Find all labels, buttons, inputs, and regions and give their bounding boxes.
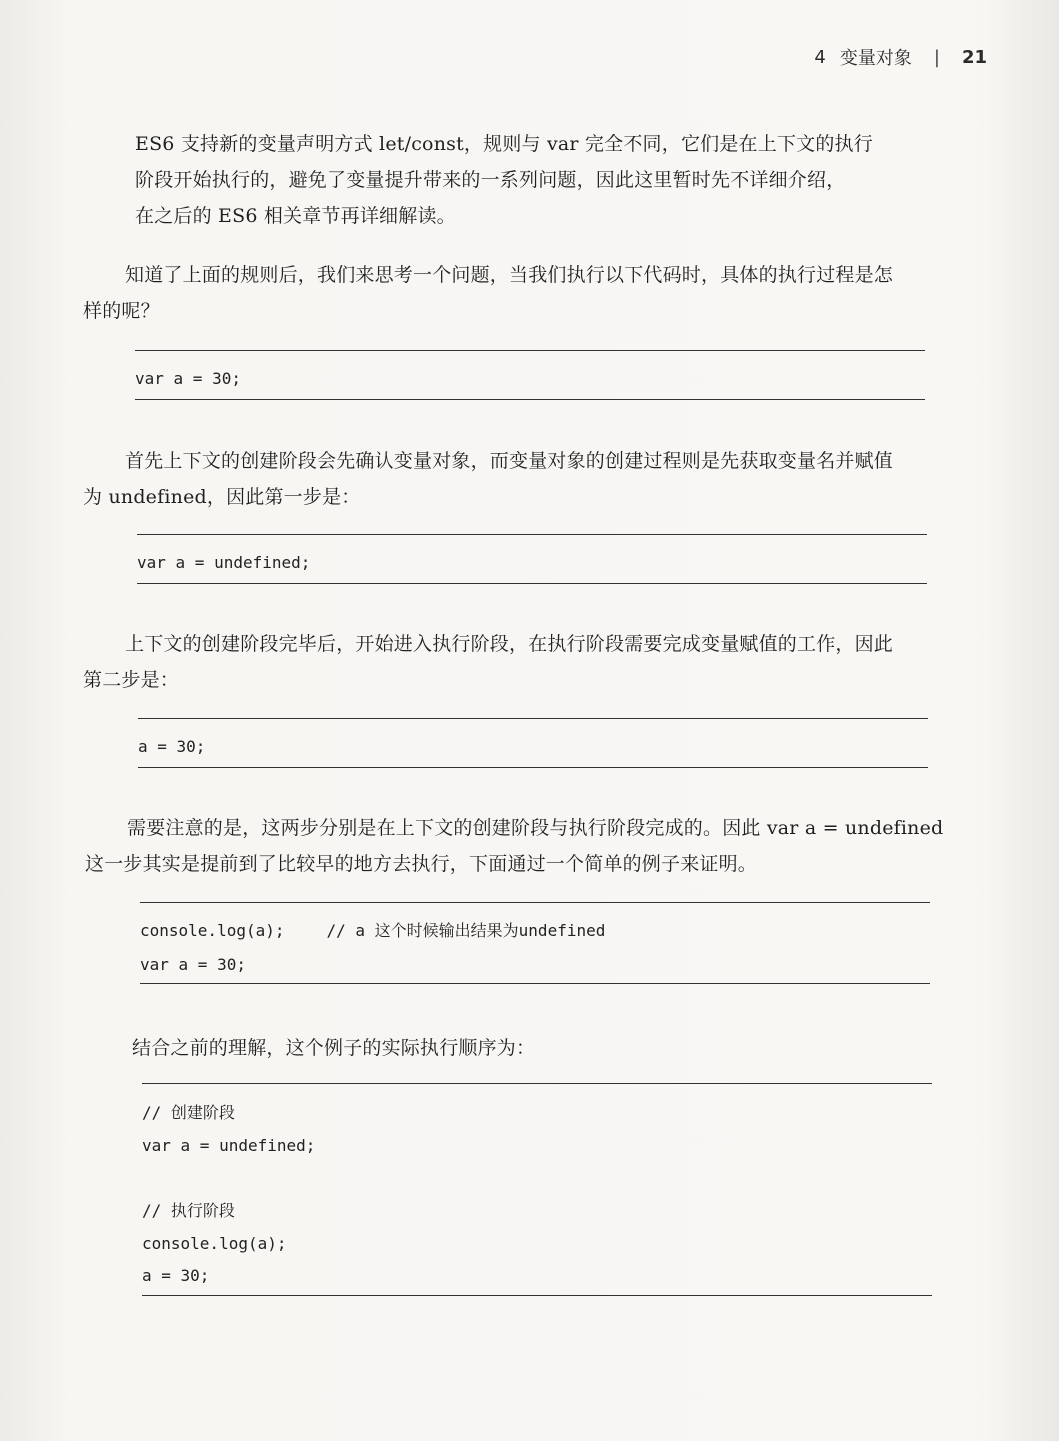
paragraph-line: 为 undefined，因此第一步是： xyxy=(83,486,361,508)
code-line: var a = undefined; xyxy=(137,553,311,572)
code-block-a-30 xyxy=(138,718,928,768)
paragraph-line: 第二步是： xyxy=(83,669,180,691)
header-separator: | xyxy=(933,46,940,68)
paragraph-line: 样的呢？ xyxy=(83,300,160,322)
code-line: var a = 30; xyxy=(135,369,241,388)
code-line: a = 30; xyxy=(142,1266,210,1285)
paragraph-line: 阶段开始执行的，避免了变量提升带来的一系列问题，因此这里暂时先不详细介绍， xyxy=(135,169,846,191)
paragraph-line: 知道了上面的规则后，我们来思考一个问题，当我们执行以下代码时，具体的执行过程是怎 xyxy=(125,264,894,286)
code-block-var-a-undefined xyxy=(137,534,927,584)
code-block-actual-order xyxy=(142,1083,932,1296)
paragraph-execution-phase xyxy=(83,626,1003,698)
paragraph-line: 首先上下文的创建阶段会先确认变量对象，而变量对象的创建过程则是先获取变量名并赋值 xyxy=(125,450,894,472)
code-comment: // a 这个时候输出结果为undefined xyxy=(326,921,606,940)
code-line: console.log(a); xyxy=(142,1234,287,1253)
paragraph-actual-order xyxy=(132,1030,992,1066)
code-block-example xyxy=(140,902,930,984)
paragraph-hoisting-note xyxy=(85,810,1005,882)
running-header xyxy=(814,44,987,70)
paragraph-question xyxy=(83,257,1003,329)
code-line: a = 30; xyxy=(138,737,206,756)
code-line: // 创建阶段 xyxy=(142,1103,235,1122)
code-block-var-a-30 xyxy=(135,350,925,400)
chapter-title: 变量对象 xyxy=(839,48,912,69)
code-statement: console.log(a); xyxy=(140,921,285,940)
paragraph-es6-intro xyxy=(135,126,995,234)
paragraph-line: 在之后的 ES6 相关章节再详细解读。 xyxy=(135,205,456,227)
paragraph-line: 上下文的创建阶段完毕后，开始进入执行阶段，在执行阶段需要完成变量赋值的工作，因此 xyxy=(125,633,894,655)
paragraph-line: ES6 支持新的变量声明方式 let/const，规则与 var 完全不同，它们是在上下文的执行 xyxy=(135,133,873,155)
paragraph-line: 这一步其实是提前到了比较早的地方去执行，下面通过一个简单的例子来证明。 xyxy=(85,853,758,875)
paragraph-creation-phase xyxy=(83,443,1003,515)
code-line: // 执行阶段 xyxy=(142,1201,235,1220)
paragraph-line: 需要注意的是，这两步分别是在上下文的创建阶段与执行阶段完成的。因此 var a = undefined xyxy=(127,817,944,839)
code-line xyxy=(140,921,605,941)
code-line: var a = 30; xyxy=(140,955,246,974)
paragraph-line: 结合之前的理解，这个例子的实际执行顺序为： xyxy=(132,1037,536,1059)
chapter-number: 4 xyxy=(814,46,826,68)
page-number: 21 xyxy=(961,46,987,68)
code-line: var a = undefined; xyxy=(142,1136,316,1155)
